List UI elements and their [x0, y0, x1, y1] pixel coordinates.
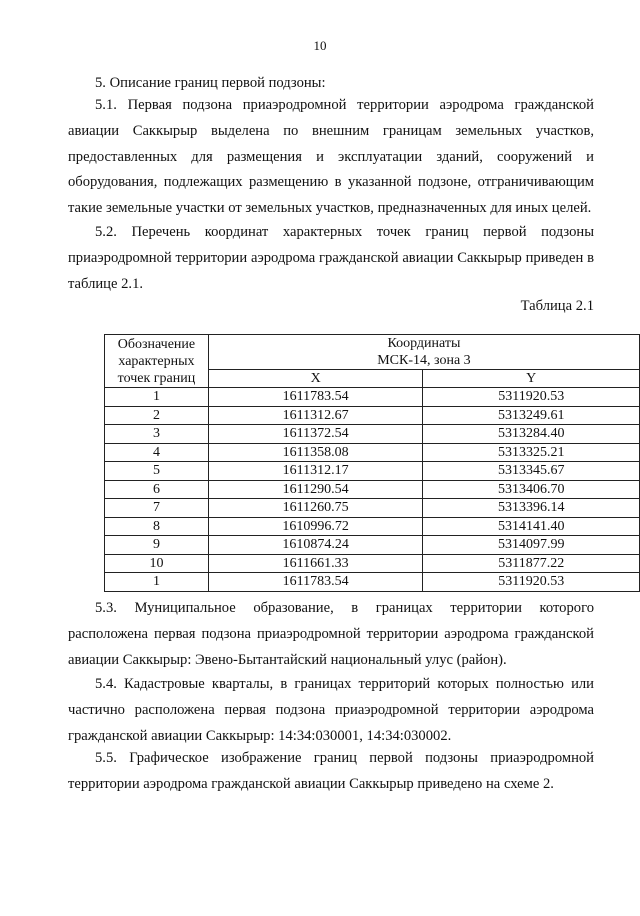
cell-point: 2	[105, 406, 209, 425]
cell-point: 5	[105, 462, 209, 481]
cell-y: 5313284.40	[423, 425, 640, 444]
table-row	[105, 480, 640, 499]
cell-y: 5313406.70	[423, 480, 640, 499]
table-row	[105, 573, 640, 592]
cell-y: 5313396.14	[423, 499, 640, 518]
table-caption: Таблица 2.1	[520, 298, 594, 314]
table-row	[105, 462, 640, 481]
coordinates-table	[104, 334, 640, 592]
table-row	[105, 499, 640, 518]
cell-y: 5313325.21	[423, 443, 640, 462]
cell-x: 1611661.33	[208, 554, 423, 573]
cell-y: 5311920.53	[423, 573, 640, 592]
section-heading: 5. Описание границ первой подзоны:	[95, 75, 326, 91]
cell-x: 1611372.54	[208, 425, 423, 444]
cell-point: 6	[105, 480, 209, 499]
cell-point: 9	[105, 536, 209, 555]
paragraph-5-3: 5.3. Муниципальное образование, в границах территории которого расположена первая подзона приаэродромной территории аэродрома гражданской авиации Саккырыр: Эвено-Бытантайский национальный улус (район).	[68, 600, 594, 668]
cell-point: 1	[105, 573, 209, 592]
cell-x: 1610874.24	[208, 536, 423, 555]
cell-x: 1611783.54	[208, 573, 423, 592]
paragraph-5-5: 5.5. Графическое изображение границ первой подзоны приаэродромной территории аэродрома гражданской авиации Саккырыр приведено на схеме 2.	[68, 750, 594, 792]
cell-x: 1611312.17	[208, 462, 423, 481]
cell-x: 1610996.72	[208, 517, 423, 536]
cell-point: 3	[105, 425, 209, 444]
coordinates-table-body	[105, 388, 640, 592]
cell-x: 1611260.75	[208, 499, 423, 518]
cell-point: 7	[105, 499, 209, 518]
paragraph-5-4: 5.4. Кадастровые кварталы, в границах территорий которых полностью или частично расположена первая подзона приаэродромной территории аэродрома гражданской авиации Саккырыр: 14:34:030001, 14:34:030002.	[68, 676, 594, 744]
cell-y: 5311920.53	[423, 388, 640, 407]
cell-y: 5311877.22	[423, 554, 640, 573]
header-x: X	[208, 370, 423, 388]
table-row	[105, 536, 640, 555]
cell-y: 5313249.61	[423, 406, 640, 425]
cell-x: 1611312.67	[208, 406, 423, 425]
cell-point: 8	[105, 517, 209, 536]
table-row	[105, 554, 640, 573]
cell-point: 4	[105, 443, 209, 462]
cell-x: 1611358.08	[208, 443, 423, 462]
table-row	[105, 443, 640, 462]
paragraph-5-1: 5.1. Первая подзона приаэродромной территории аэродрома гражданской авиации Саккырыр выделена по внешним границам земельных участков, предоставленных для размещения и эксплуатации зданий, сооружений и оборудования, подлежащих размещению в указанной подзоне, отграничивающим такие земельные участки от земельных участков, предназначенных для иных целей.	[68, 97, 594, 217]
page-number: 10	[313, 38, 327, 53]
cell-x: 1611783.54	[208, 388, 423, 407]
header-y: Y	[423, 370, 640, 388]
cell-y: 5313345.67	[423, 462, 640, 481]
table-row	[105, 406, 640, 425]
table-row	[105, 388, 640, 407]
table-row	[105, 517, 640, 536]
cell-y: 5314097.99	[423, 536, 640, 555]
header-coordinates	[208, 335, 639, 370]
cell-x: 1611290.54	[208, 480, 423, 499]
header-point-label: Обозначение характерных точек границ	[105, 335, 209, 388]
header-coordinates-system: МСК-14, зона 3	[377, 353, 471, 368]
cell-point: 10	[105, 554, 209, 573]
table-row	[105, 425, 640, 444]
cell-y: 5314141.40	[423, 517, 640, 536]
header-coordinates-title: Координаты	[387, 336, 461, 351]
paragraph-5-2: 5.2. Перечень координат характерных точек границ первой подзоны приаэродромной территории аэродрома гражданской авиации Саккырыр приведен в таблице 2.1.	[68, 224, 594, 292]
cell-point: 1	[105, 388, 209, 407]
